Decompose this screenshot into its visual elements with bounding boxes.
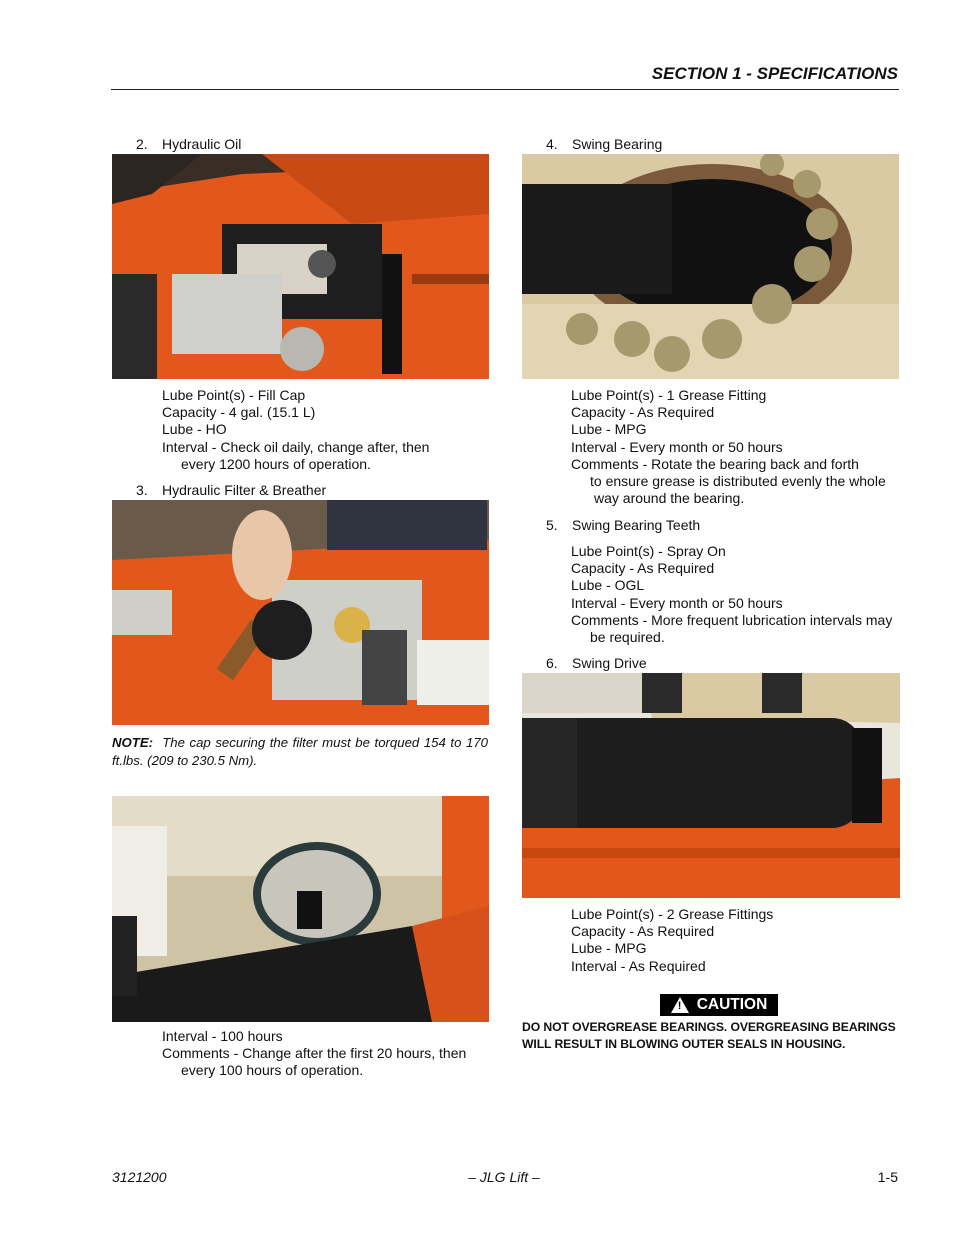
section-title: SECTION 1 - SPECIFICATIONS	[651, 64, 898, 83]
spec-line: Lube Point(s) - Spray On	[571, 543, 726, 559]
swing-bearing-teeth-specs	[571, 543, 892, 646]
note-text: The cap securing the filter must be torqued 154 to 170 ft.lbs. (209 to 230.5 Nm).	[112, 735, 488, 768]
item-swing-bearing-title	[546, 136, 662, 152]
spec-line: Comments - Change after the first 20 hours, then	[162, 1045, 467, 1062]
breather-photo	[112, 796, 489, 1022]
spec-line: Capacity - As Required	[571, 404, 715, 421]
swing-drive-specs	[571, 906, 773, 975]
item-hydraulic-filter-title	[136, 482, 326, 498]
item-number: 5.	[546, 517, 558, 533]
warning-icon: !	[671, 997, 689, 1013]
spec-line: be required.	[590, 629, 665, 646]
footer-center: – JLG Lift –	[468, 1169, 540, 1185]
footer-page-number: 1-5	[877, 1169, 898, 1185]
spec-line: Lube - MPG	[571, 421, 647, 438]
caution-text: DO NOT OVERGREASE BEARINGS. OVERGREASING BEARINGS WILL RESULT IN BLOWING OUTER SEALS IN HOUSING.	[522, 1020, 896, 1051]
spec-line: to ensure grease is distributed evenly the whole	[590, 473, 886, 490]
item-swing-bearing-teeth-title	[546, 517, 700, 533]
spec-line: Comments - Rotate the bearing back and forth	[571, 455, 859, 472]
spec-line: every 100 hours of operation.	[181, 1062, 364, 1079]
spec-line: Interval - Check oil daily, change after, then	[162, 438, 430, 455]
spec-line: Interval - Every month or 50 hours	[571, 594, 783, 611]
spec-line: Capacity - As Required	[571, 923, 715, 940]
spec-line: Capacity - 4 gal. (15.1 L)	[162, 404, 316, 421]
item-number: 2.	[136, 136, 148, 152]
swing-drive-photo	[522, 673, 900, 898]
caution-label: CAUTION	[696, 996, 768, 1013]
caution-badge	[660, 994, 778, 1016]
item-number: 3.	[136, 482, 148, 498]
spec-line: Interval - As Required	[571, 957, 706, 974]
swing-bearing-photo	[522, 154, 899, 379]
hydraulic-oil-specs	[162, 387, 429, 473]
spec-line: Lube Point(s) - 1 Grease Fitting	[571, 387, 767, 403]
item-number: 6.	[546, 655, 558, 671]
spec-line: Capacity - As Required	[571, 560, 715, 577]
filter-torque-note	[112, 734, 488, 769]
note-label: NOTE:	[112, 735, 154, 750]
spec-line: Lube - MPG	[571, 940, 647, 957]
swing-bearing-specs	[571, 387, 886, 507]
item-swing-drive-title	[546, 655, 647, 671]
spec-line: Lube - HO	[162, 421, 227, 438]
hydraulic-filter-specs	[162, 1028, 466, 1080]
spec-line: Interval - 100 hours	[162, 1028, 283, 1044]
item-title-text: Swing Bearing	[572, 136, 663, 152]
item-title-text: Swing Bearing Teeth	[572, 517, 701, 533]
item-hydraulic-oil-title	[136, 136, 241, 152]
spec-line: Lube Point(s) - 2 Grease Fittings	[571, 906, 774, 922]
item-title-text: Hydraulic Filter & Breather	[162, 482, 327, 498]
spec-line: way around the bearing.	[594, 490, 745, 507]
hydraulic-filter-photo	[112, 500, 489, 725]
spec-line: Comments - More frequent lubrication intervals may	[571, 611, 893, 628]
footer-doc-number: 3121200	[112, 1169, 167, 1185]
item-title-text: Hydraulic Oil	[162, 136, 242, 152]
hydraulic-oil-photo	[112, 154, 489, 379]
header-rule	[111, 89, 899, 90]
spec-line: Lube Point(s) - Fill Cap	[162, 387, 306, 403]
item-title-text: Swing Drive	[572, 655, 647, 671]
spec-line: every 1200 hours of operation.	[181, 455, 371, 472]
spec-line: Interval - Every month or 50 hours	[571, 438, 783, 455]
spec-line: Lube - OGL	[571, 577, 645, 594]
item-number: 4.	[546, 136, 558, 152]
